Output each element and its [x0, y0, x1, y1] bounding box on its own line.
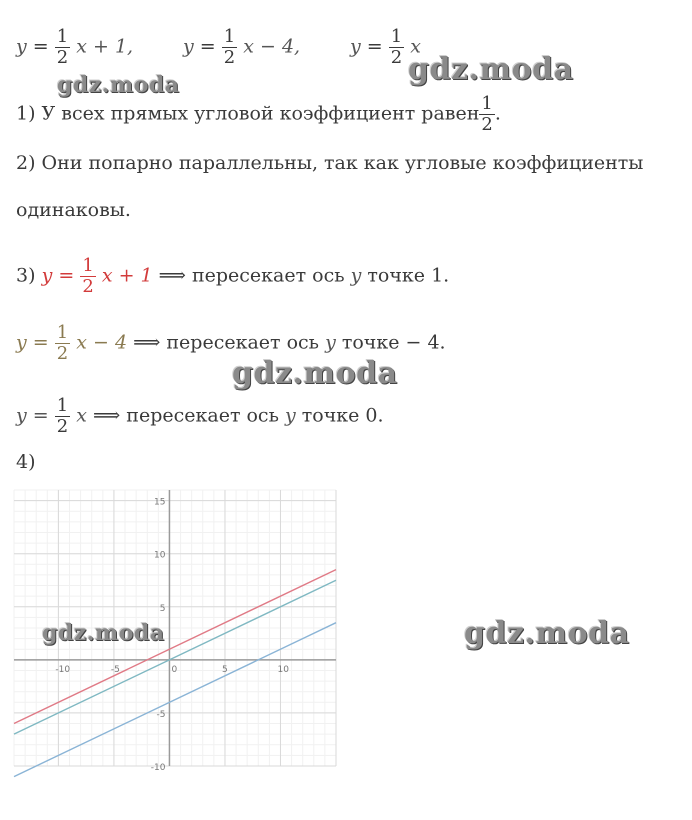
- item-3-line-a: [16, 256, 449, 297]
- item-3b-rest: x − 4: [76, 331, 128, 354]
- item-1-fraction: [479, 94, 494, 135]
- item-3b-y: y =: [16, 331, 49, 354]
- x-tick-label: -10: [55, 664, 71, 675]
- item-2-line-2: одинаковы.: [16, 199, 131, 221]
- item-3c-den: 2: [56, 416, 69, 437]
- eq2-num: 1: [223, 26, 236, 47]
- watermark-5: gdz.moda: [464, 616, 630, 651]
- eq1-num: 1: [56, 26, 69, 47]
- watermark-3: gdz.moda: [232, 356, 398, 391]
- item-3b-num: 1: [56, 322, 69, 343]
- x-tick-label: 10: [277, 664, 289, 675]
- eq1-rest: x + 1,: [76, 35, 134, 58]
- item-3b-axis: y: [325, 331, 336, 354]
- eq1-fraction: [55, 27, 70, 68]
- item-3a-rest: x + 1: [101, 264, 153, 287]
- item-1-num: 1: [481, 93, 493, 114]
- item-3a-tail: точке 1.: [367, 264, 450, 287]
- item-3a-y: y =: [41, 264, 75, 287]
- item-1-text: 1) У всех прямых угловой коэффициент равен: [16, 102, 480, 125]
- item-3a-num: 1: [82, 255, 94, 276]
- item-3b-fraction: [55, 323, 70, 364]
- x-tick-label: 0: [171, 664, 178, 675]
- y-tick-label: -5: [156, 709, 166, 720]
- eq2-rest: x − 4,: [243, 35, 301, 58]
- eq3-equals: =: [366, 35, 383, 58]
- item-3b-den: 2: [56, 343, 69, 364]
- watermark-1: gdz.moda: [57, 72, 180, 98]
- item-3c-tail: точке 0.: [301, 404, 384, 427]
- x-tick-label: -5: [110, 664, 120, 675]
- x-tick-label: 5: [221, 664, 228, 675]
- item-3c-y: y =: [16, 404, 49, 427]
- series-line-2: [14, 580, 336, 734]
- y-tick-label: 5: [159, 603, 166, 614]
- item-3a-fraction: [80, 256, 95, 297]
- item-3b-tail: точке − 4.: [341, 331, 446, 354]
- item-3c-rest: x: [76, 404, 87, 427]
- item-3b-text: ⟹ пересекает ось: [133, 331, 320, 354]
- item-2-line-1: 2) Они попарно параллельны, так как угловые коэффициенты: [16, 152, 644, 174]
- eq1-equals: =: [32, 35, 49, 58]
- item-3-line-c: [16, 396, 384, 437]
- item-1-tail: .: [494, 102, 501, 125]
- eq1-y: y: [16, 35, 27, 58]
- eq2-equals: =: [199, 35, 216, 58]
- item-3c-axis: y: [284, 404, 296, 427]
- series-line-1: [14, 570, 336, 724]
- eq2-y: y: [183, 35, 194, 58]
- item-1: [16, 94, 501, 135]
- eq3-fraction: [389, 27, 404, 68]
- item-1-den: 2: [481, 114, 493, 135]
- item-3a-den: 2: [82, 276, 94, 297]
- eq3-num: 1: [390, 26, 403, 47]
- watermark-2: gdz.moda: [408, 52, 574, 87]
- item-3a-text: ⟹ пересекает ось: [158, 264, 345, 287]
- eq1-den: 2: [56, 47, 69, 68]
- item-3c-num: 1: [56, 395, 69, 416]
- item-3c-text: ⟹ пересекает ось: [93, 404, 279, 427]
- y-tick-label: 10: [153, 550, 166, 561]
- header-eq2: [183, 27, 300, 68]
- eq3-den: 2: [390, 47, 403, 68]
- eq2-fraction: [222, 27, 237, 68]
- y-tick-label: -10: [150, 763, 166, 773]
- eq3-y: y: [350, 35, 361, 58]
- item-3a-axis: y: [350, 264, 362, 287]
- item-3c-fraction: [55, 396, 70, 437]
- eq2-den: 2: [223, 47, 236, 68]
- watermark-4: gdz.moda: [42, 620, 165, 646]
- item-4-label: 4): [16, 451, 36, 473]
- eq3-rest: x: [410, 35, 421, 58]
- header-equations: [16, 27, 133, 68]
- y-tick-label: 15: [153, 497, 166, 508]
- item-3-prefix: 3): [16, 264, 36, 287]
